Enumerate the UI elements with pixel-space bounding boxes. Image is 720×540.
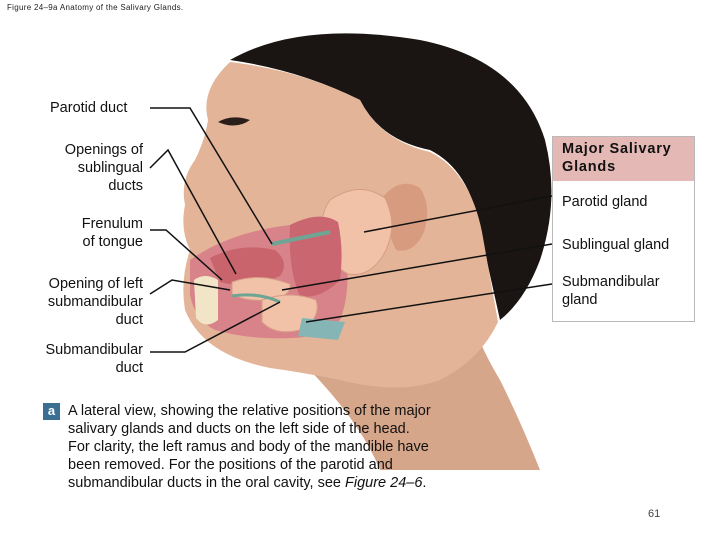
label-line: Submandibular	[45, 342, 143, 358]
label-line: duct	[115, 312, 143, 328]
label-frenulum	[20, 215, 143, 251]
legend-item-submandibular-gland	[562, 273, 660, 309]
label-line: submandibular	[47, 294, 143, 310]
label-line: sublingual	[77, 160, 143, 176]
legend-header	[553, 137, 694, 181]
caption-text: submandibular ducts in the oral cavity, see	[68, 475, 345, 491]
page-number: 61	[648, 508, 661, 520]
caption-line: been removed. For the positions of the parotid and	[68, 457, 393, 473]
label-line: Opening of left	[48, 276, 143, 292]
label-parotid-duct: Parotid duct	[50, 100, 128, 116]
caption-line: For clarity, the left ramus and body of the mandible have	[68, 439, 429, 455]
label-line: Openings of	[64, 142, 143, 158]
panel-badge: a	[43, 403, 60, 420]
lower-teeth	[194, 276, 218, 325]
legend-item-sublingual-gland: Sublingual gland	[562, 237, 670, 253]
label-line: duct	[115, 360, 143, 376]
label-openings-sublingual	[20, 141, 143, 195]
label-line: of tongue	[82, 234, 143, 250]
caption-end: .	[422, 475, 427, 491]
figure-caption	[68, 402, 518, 492]
legend-item-parotid-gland: Parotid gland	[562, 194, 648, 210]
legend-title-line: Glands	[562, 159, 616, 175]
legend-item-line: gland	[562, 292, 598, 308]
caption-line: salivary glands and ducts on the left side of the head.	[68, 421, 410, 437]
label-opening-submandibular	[10, 275, 143, 329]
label-line: Frenulum	[81, 216, 143, 232]
caption-line	[68, 474, 518, 492]
legend-item-line: Submandibular	[562, 274, 660, 290]
label-line: ducts	[108, 178, 143, 194]
caption-line: A lateral view, showing the relative positions of the major	[68, 403, 431, 419]
major-salivary-glands-legend	[552, 136, 695, 322]
label-submandibular-duct	[10, 341, 143, 377]
figure-reference: Figure 24–6	[345, 475, 423, 491]
legend-title-line: Major Salivary	[562, 141, 672, 157]
figure-title: Figure 24–9a Anatomy of the Salivary Glands.	[7, 3, 184, 12]
